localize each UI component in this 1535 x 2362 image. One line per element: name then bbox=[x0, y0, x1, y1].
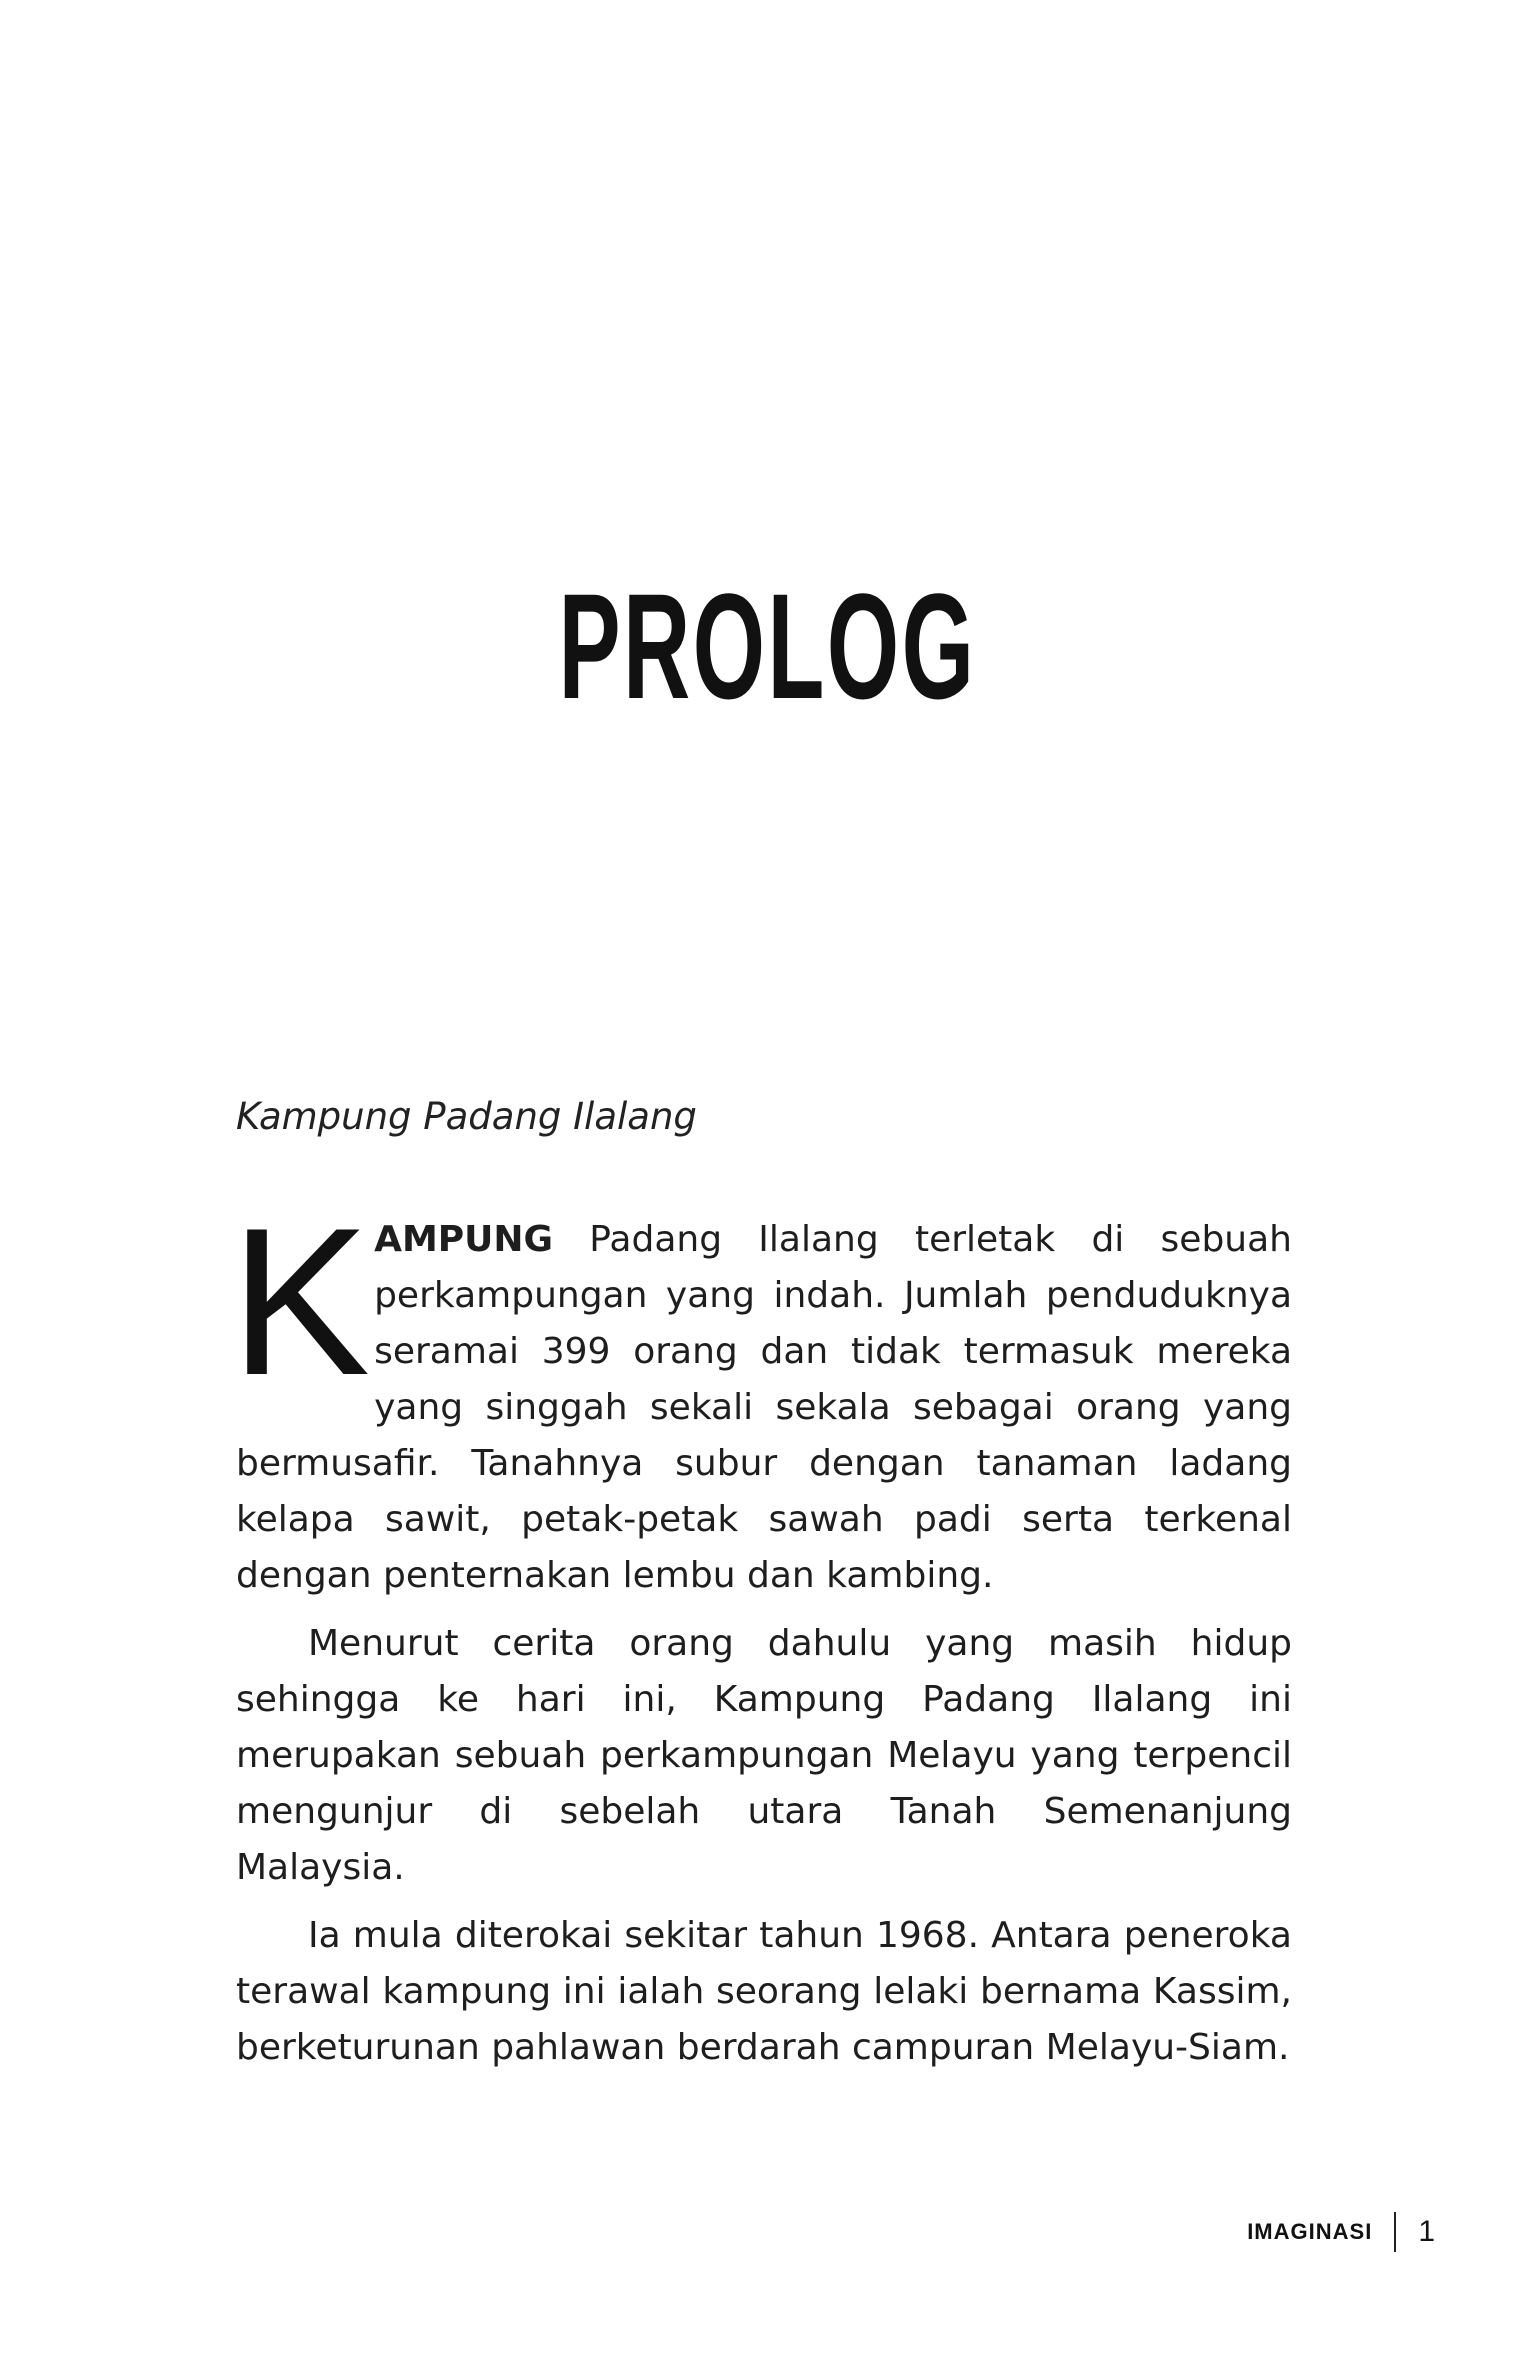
location-heading: Kampung Padang Ilalang bbox=[236, 1095, 697, 1138]
footer-brand: IMAGINASI bbox=[1247, 2219, 1373, 2244]
paragraph-1 bbox=[230, 1184, 1292, 1604]
paragraph-3: Ia mula diterokai sekitar tahun 1968. Antara peneroka terawal kampung ini ialah seorang lelaki bernama Kassim, berketurunan pahlawan berdarah campuran Melayu-Siam. bbox=[236, 1915, 1292, 2068]
paragraph-2: Menurut cerita orang dahulu yang masih hidup sehingga ke hari ini, Kampung Padang Ilalang ini merupakan sebuah perkampungan Melayu yang terpencil mengunjur di sebelah utara Tanah Semenanjung Malaysia. bbox=[236, 1623, 1292, 1888]
chapter-title: PROLOG bbox=[558, 561, 977, 730]
paragraph-1-text: Padang Ilalang terletak di sebuah perkampungan yang indah. Jumlah penduduknya seramai 399 orang dan tidak termasuk mereka yang singgah sekali sekala sebagai orang yang bermusafir. Tanahnya subur dengan tanaman ladang kelapa sawit, petak-petak sawah padi serta terkenal dengan penternakan lembu dan kambing. bbox=[236, 1219, 1292, 1596]
page-number: 1 bbox=[1418, 2215, 1435, 2248]
page-footer bbox=[1247, 2210, 1435, 2254]
lead-word: AMPUNG bbox=[374, 1219, 554, 1260]
footer-divider bbox=[1394, 2212, 1396, 2252]
body-text bbox=[230, 1184, 1292, 2088]
drop-cap: K bbox=[230, 1184, 371, 1419]
